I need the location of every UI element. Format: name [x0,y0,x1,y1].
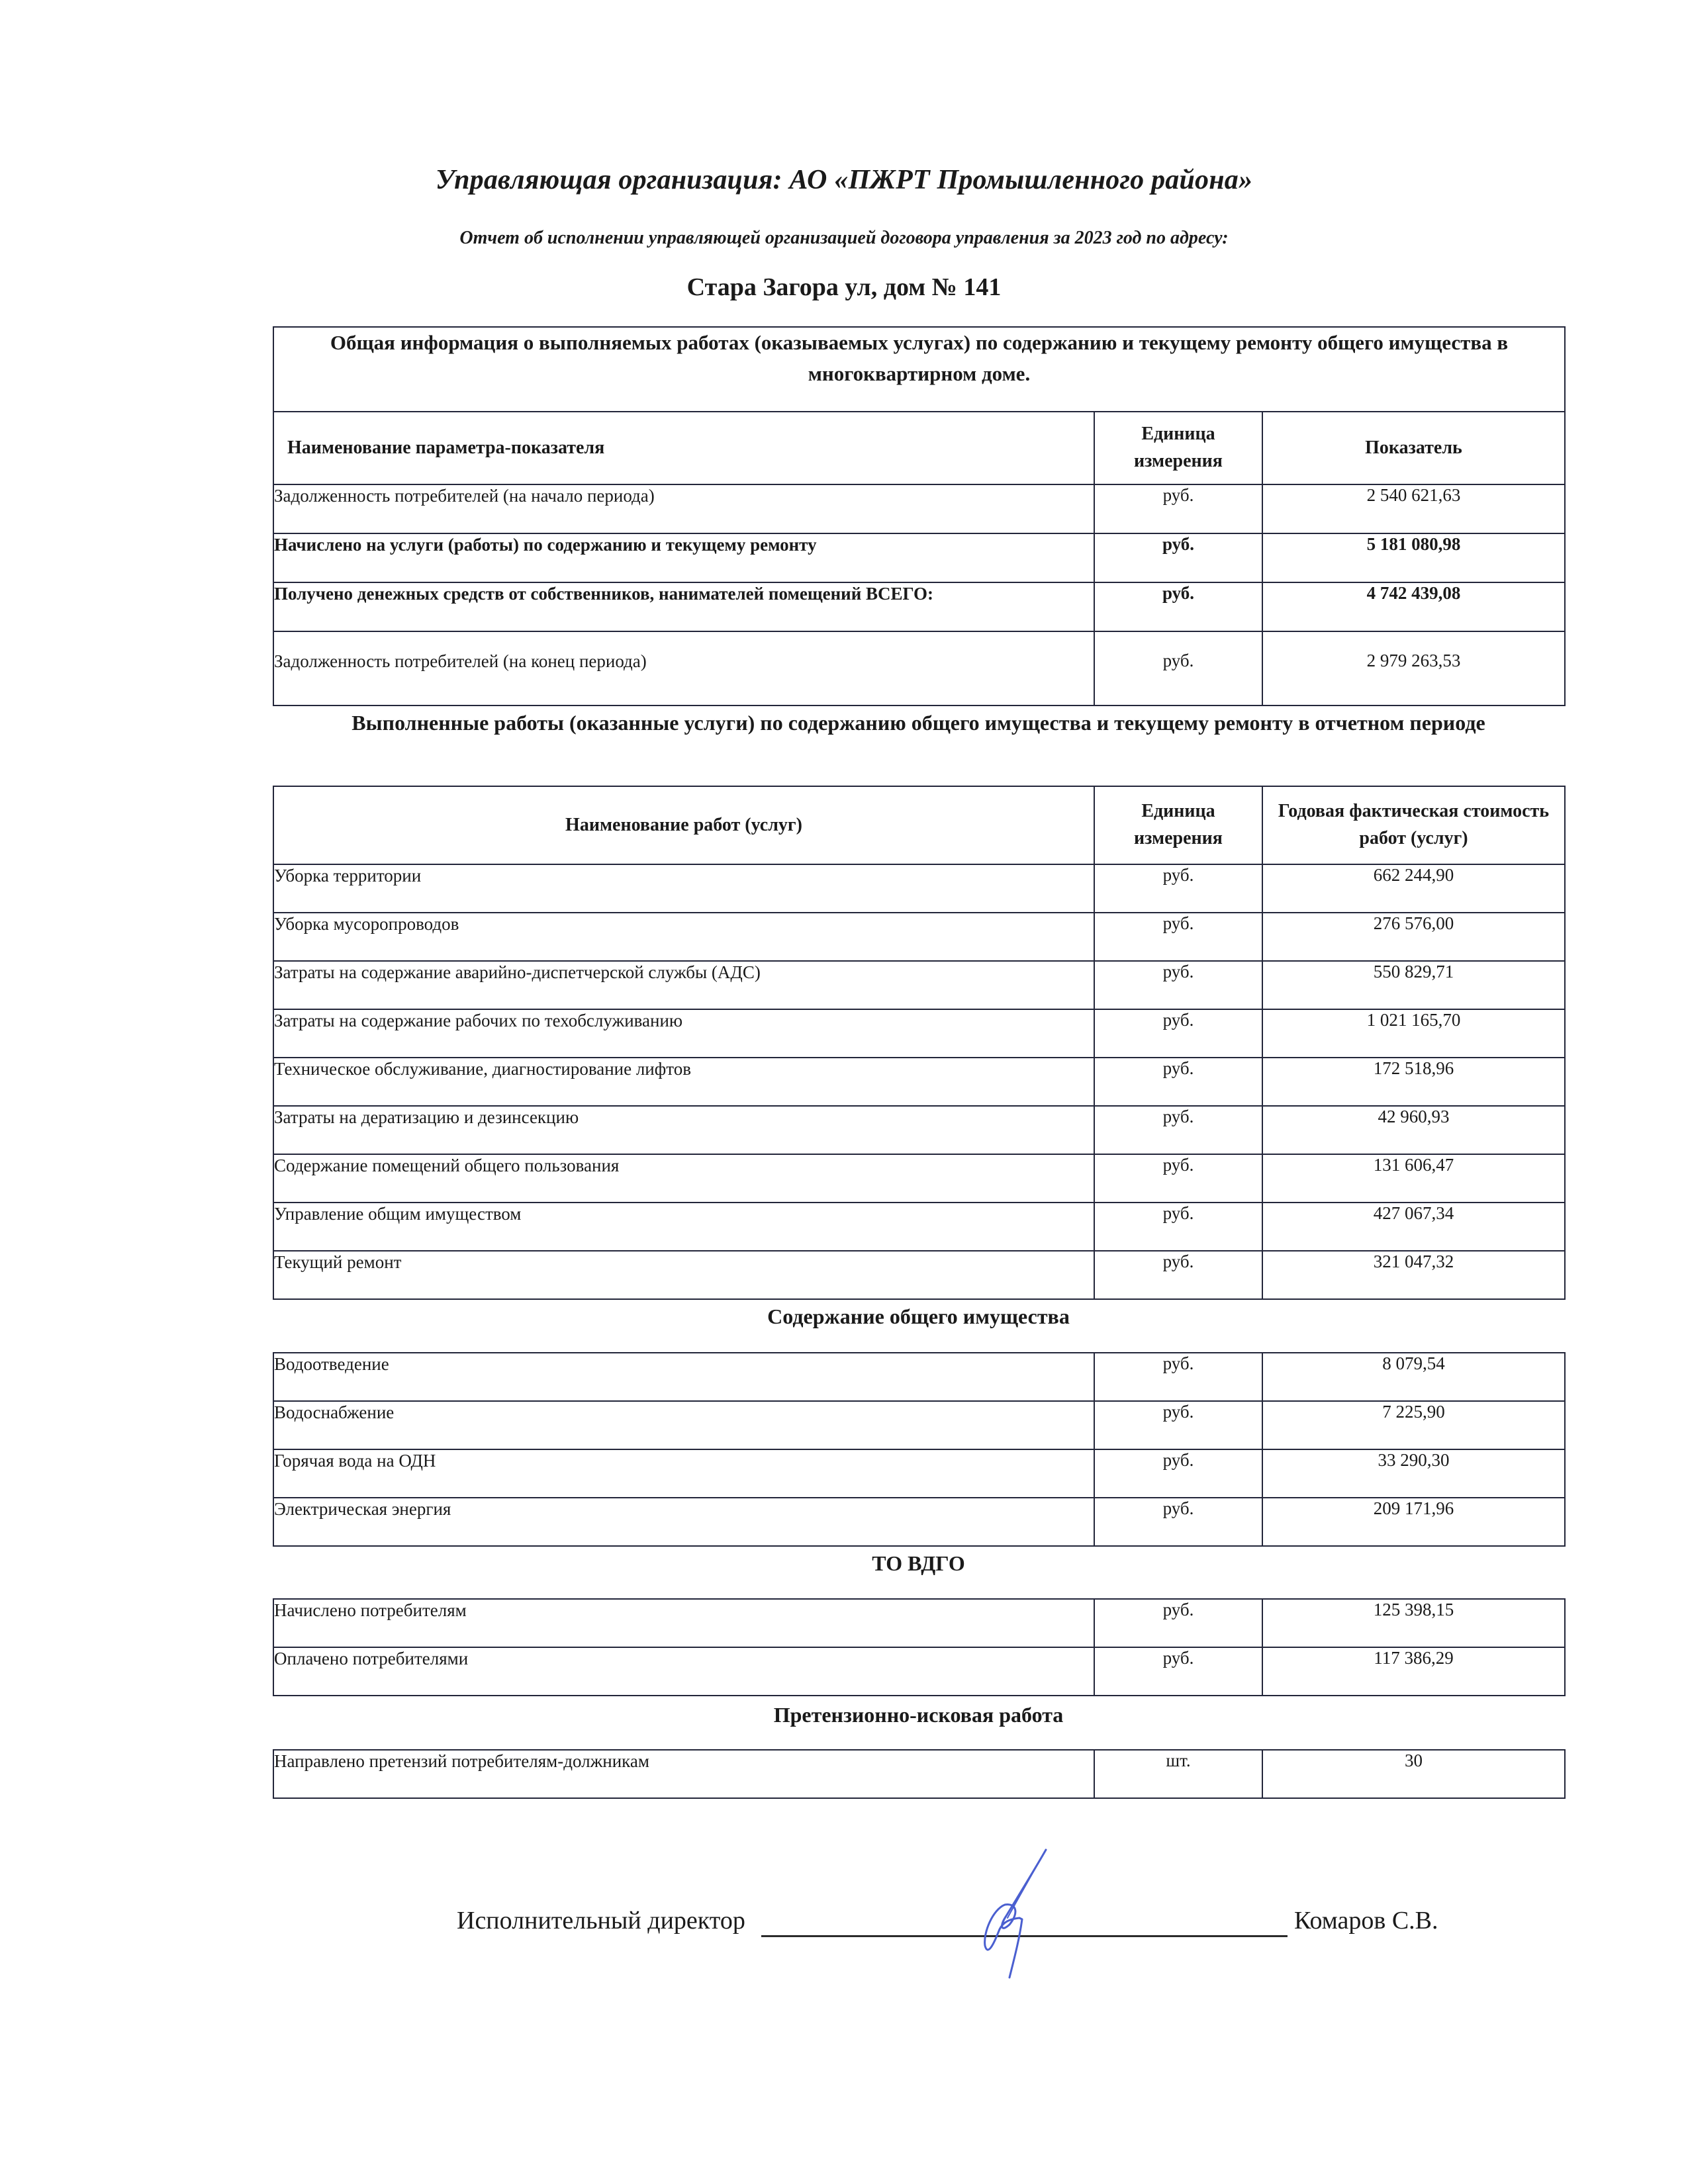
row-value: 209 171,96 [1262,1498,1565,1546]
row-unit: руб. [1094,1599,1262,1647]
general-info-table [273,326,1566,706]
row-unit: руб. [1094,1058,1262,1106]
signer-position: Исполнительный директор [457,1907,745,1934]
vdgo-section-title: ТО ВДГО [872,1551,965,1575]
table-row [273,913,1565,961]
row-unit: руб. [1094,1449,1262,1498]
table-row [273,1251,1565,1299]
row-value: 172 518,96 [1262,1058,1565,1106]
row-value: 42 960,93 [1262,1106,1565,1154]
row-name: Задолженность потребителей (на начало периода) [273,484,1094,533]
column-header-unit: Единица измерения [1094,412,1262,484]
table-row [273,484,1565,533]
row-value: 8 079,54 [1262,1353,1565,1401]
row-unit: руб. [1094,1647,1262,1696]
table-row [273,1106,1565,1154]
row-unit: руб. [1094,864,1262,913]
row-name: Уборка мусоропроводов [273,913,1094,961]
column-header-value: Годовая фактическая стоимость работ (услуг) [1262,786,1565,864]
table-row [273,1647,1565,1696]
table-row [273,864,1565,913]
row-value: 125 398,15 [1262,1599,1565,1647]
table-row [273,1353,1565,1401]
table-row [273,1154,1565,1203]
table-row [273,1449,1565,1498]
row-name: Водоотведение [273,1353,1094,1401]
row-name: Техническое обслуживание, диагностирование лифтов [273,1058,1094,1106]
row-unit: руб. [1094,1154,1262,1203]
row-value: 131 606,47 [1262,1154,1565,1203]
row-value: 33 290,30 [1262,1449,1565,1498]
report-subtitle: Отчет об исполнении управляющей организацией договора управления за 2023 год по адресу: [459,228,1229,248]
signer-name: Комаров С.В. [1294,1907,1438,1934]
row-name: Уборка территории [273,864,1094,913]
works-section-title: Выполненные работы (оказанные услуги) по содержанию общего имущества и текущему ремонту в отчетном периоде [352,711,1485,735]
row-unit: руб. [1094,1203,1262,1251]
table-row [273,533,1565,582]
row-value: 550 829,71 [1262,961,1565,1009]
row-name: Задолженность потребителей (на конец периода) [273,631,1094,705]
row-unit: руб. [1094,913,1262,961]
row-value: 4 742 439,08 [1262,582,1565,631]
works-table [273,786,1566,1300]
table-row [273,631,1565,705]
table-row [273,1058,1565,1106]
row-value: 2 540 621,63 [1262,484,1565,533]
table-row [273,1498,1565,1546]
row-value: 427 067,34 [1262,1203,1565,1251]
handwritten-signature-icon [953,1846,1112,1979]
address: Стара Загора ул, дом № 141 [686,273,1002,301]
row-name: Затраты на содержание рабочих по техобслуживанию [273,1009,1094,1058]
claims-table [273,1749,1566,1799]
row-unit: руб. [1094,961,1262,1009]
row-name: Электрическая энергия [273,1498,1094,1546]
row-value: 321 047,32 [1262,1251,1565,1299]
row-unit: руб. [1094,1498,1262,1546]
row-unit: руб. [1094,582,1262,631]
vdgo-table [273,1598,1566,1696]
row-name: Начислено потребителям [273,1599,1094,1647]
row-unit: шт. [1094,1750,1262,1798]
row-value: 7 225,90 [1262,1401,1565,1449]
table-row [273,1401,1565,1449]
row-value: 117 386,29 [1262,1647,1565,1696]
row-unit: руб. [1094,484,1262,533]
row-unit: руб. [1094,631,1262,705]
table-row [273,1599,1565,1647]
row-name: Затраты на дератизацию и дезинсекцию [273,1106,1094,1154]
column-header-name: Наименование работ (услуг) [273,786,1094,864]
row-name: Получено денежных средств от собственников, нанимателей помещений ВСЕГО: [273,582,1094,631]
common-property-table [273,1352,1566,1547]
table-row [273,1203,1565,1251]
row-name: Затраты на содержание аварийно-диспетчерской службы (АДС) [273,961,1094,1009]
row-name: Содержание помещений общего пользования [273,1154,1094,1203]
row-unit: руб. [1094,1353,1262,1401]
row-value: 30 [1262,1750,1565,1798]
column-header-unit: Единица измерения [1094,786,1262,864]
row-value: 276 576,00 [1262,913,1565,961]
row-name: Управление общим имуществом [273,1203,1094,1251]
row-name: Горячая вода на ОДН [273,1449,1094,1498]
row-unit: руб. [1094,1251,1262,1299]
row-value: 662 244,90 [1262,864,1565,913]
general-info-title: Общая информация о выполняемых работах (оказываемых услугах) по содержанию и текущему ремонту общего имущества в многоквартирном доме. [273,327,1565,412]
row-unit: руб. [1094,1106,1262,1154]
row-name: Водоснабжение [273,1401,1094,1449]
table-row [273,1750,1565,1798]
org-title: Управляющая организация: АО «ПЖРТ Промышленного района» [435,165,1253,195]
table-row [273,1009,1565,1058]
claims-section-title: Претензионно-исковая работа [773,1703,1064,1727]
row-name: Текущий ремонт [273,1251,1094,1299]
common-property-section-title: Содержание общего имущества [767,1304,1070,1328]
row-unit: руб. [1094,1401,1262,1449]
row-name: Направлено претензий потребителям-должникам [273,1750,1094,1798]
row-unit: руб. [1094,1009,1262,1058]
table-row [273,582,1565,631]
column-header-value: Показатель [1262,412,1565,484]
table-row [273,961,1565,1009]
column-header-name: Наименование параметра-показателя [273,412,1094,484]
row-name: Оплачено потребителями [273,1647,1094,1696]
row-value: 5 181 080,98 [1262,533,1565,582]
row-value: 2 979 263,53 [1262,631,1565,705]
row-name: Начислено на услуги (работы) по содержанию и текущему ремонту [273,533,1094,582]
row-value: 1 021 165,70 [1262,1009,1565,1058]
row-unit: руб. [1094,533,1262,582]
